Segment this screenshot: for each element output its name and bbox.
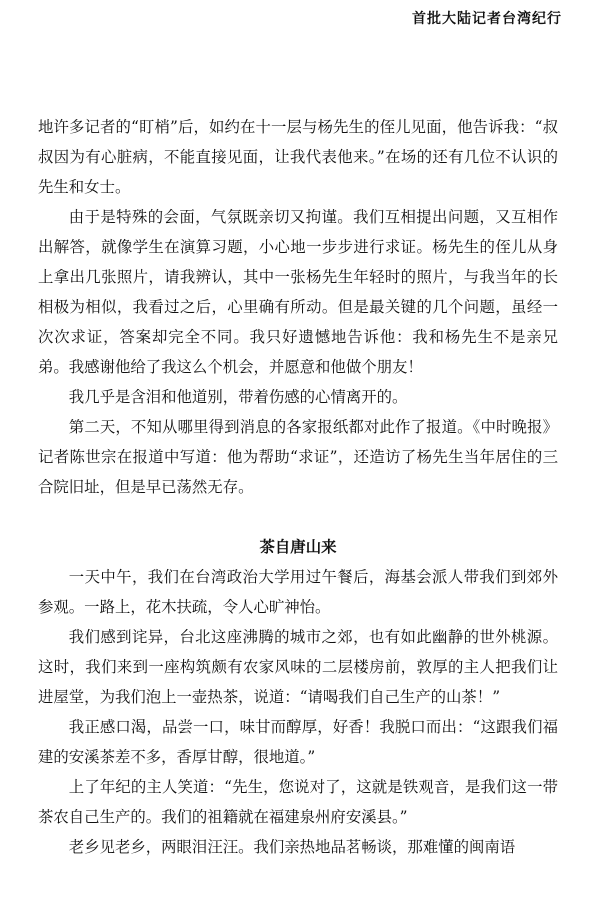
running-header: 首批大陆记者台湾纪行: [412, 11, 562, 27]
paragraph: 我们感到诧异，台北这座沸腾的城市之郊，也有如此幽静的世外桃源。这时，我们来到一座构筑颇有农家风味的二层楼房前，敦厚的主人把我们让进屋堂，为我们泡上一壶热茶，说道：“请喝我们自己生产的山茶！”: [38, 628, 558, 706]
paragraph: 第二天，不知从哪里得到消息的各家报纸都对此作了报道。《中时晚报》记者陈世宗在报道中写道：他为帮助“求证”，还造访了杨先生当年居住的三合院旧址，但是早已荡然无存。: [38, 418, 558, 496]
paragraph: 老乡见老乡，两眼泪汪汪。我们亲热地品茗畅谈，那难懂的闽南语: [68, 838, 516, 856]
page-body: [38, 112, 558, 862]
paragraph: 我几乎是含泪和他道别，带着伤感的心情离开的。: [68, 388, 408, 406]
section-title: 茶自唐山来: [259, 538, 337, 556]
paragraph: 地许多记者的“盯梢”后，如约在十一层与杨先生的侄儿见面，他告诉我：“叔叔因为有心脏病，不能直接见面，让我代表他来。”在场的还有几位不认识的先生和女士。: [38, 118, 558, 196]
paragraph: 上了年纪的主人笑道：“先生，您说对了，这就是铁观音，是我们这一带茶农自己生产的。我们的祖籍就在福建泉州府安溪县。”: [38, 778, 558, 826]
paragraph: 由于是特殊的会面，气氛既亲切又拘谨。我们互相提出问题，又互相作出解答，就像学生在演算习题，小心地一步步进行求证。杨先生的侄儿从身上拿出几张照片，请我辨认，其中一张杨先生年轻时的照片，与我当年的长相极为相似，我看过之后，心里确有所动。但是最关键的几个问题，虽经一次次求证，答案却完全不同。我只好遗憾地告诉他：我和杨先生不是亲兄弟。我感谢他给了我这么个机会，并愿意和他做个朋友！: [38, 208, 558, 376]
section-gap: [38, 502, 558, 532]
paragraph: 我正感口渴，品尝一口，味甘而醇厚，好香！我脱口而出：“这跟我们福建的安溪茶差不多，香厚甘醇，很地道。”: [38, 718, 558, 766]
paragraph: 一天中午，我们在台湾政治大学用过午餐后，海基会派人带我们到郊外参观。一路上，花木扶疏，令人心旷神怡。: [38, 568, 558, 616]
